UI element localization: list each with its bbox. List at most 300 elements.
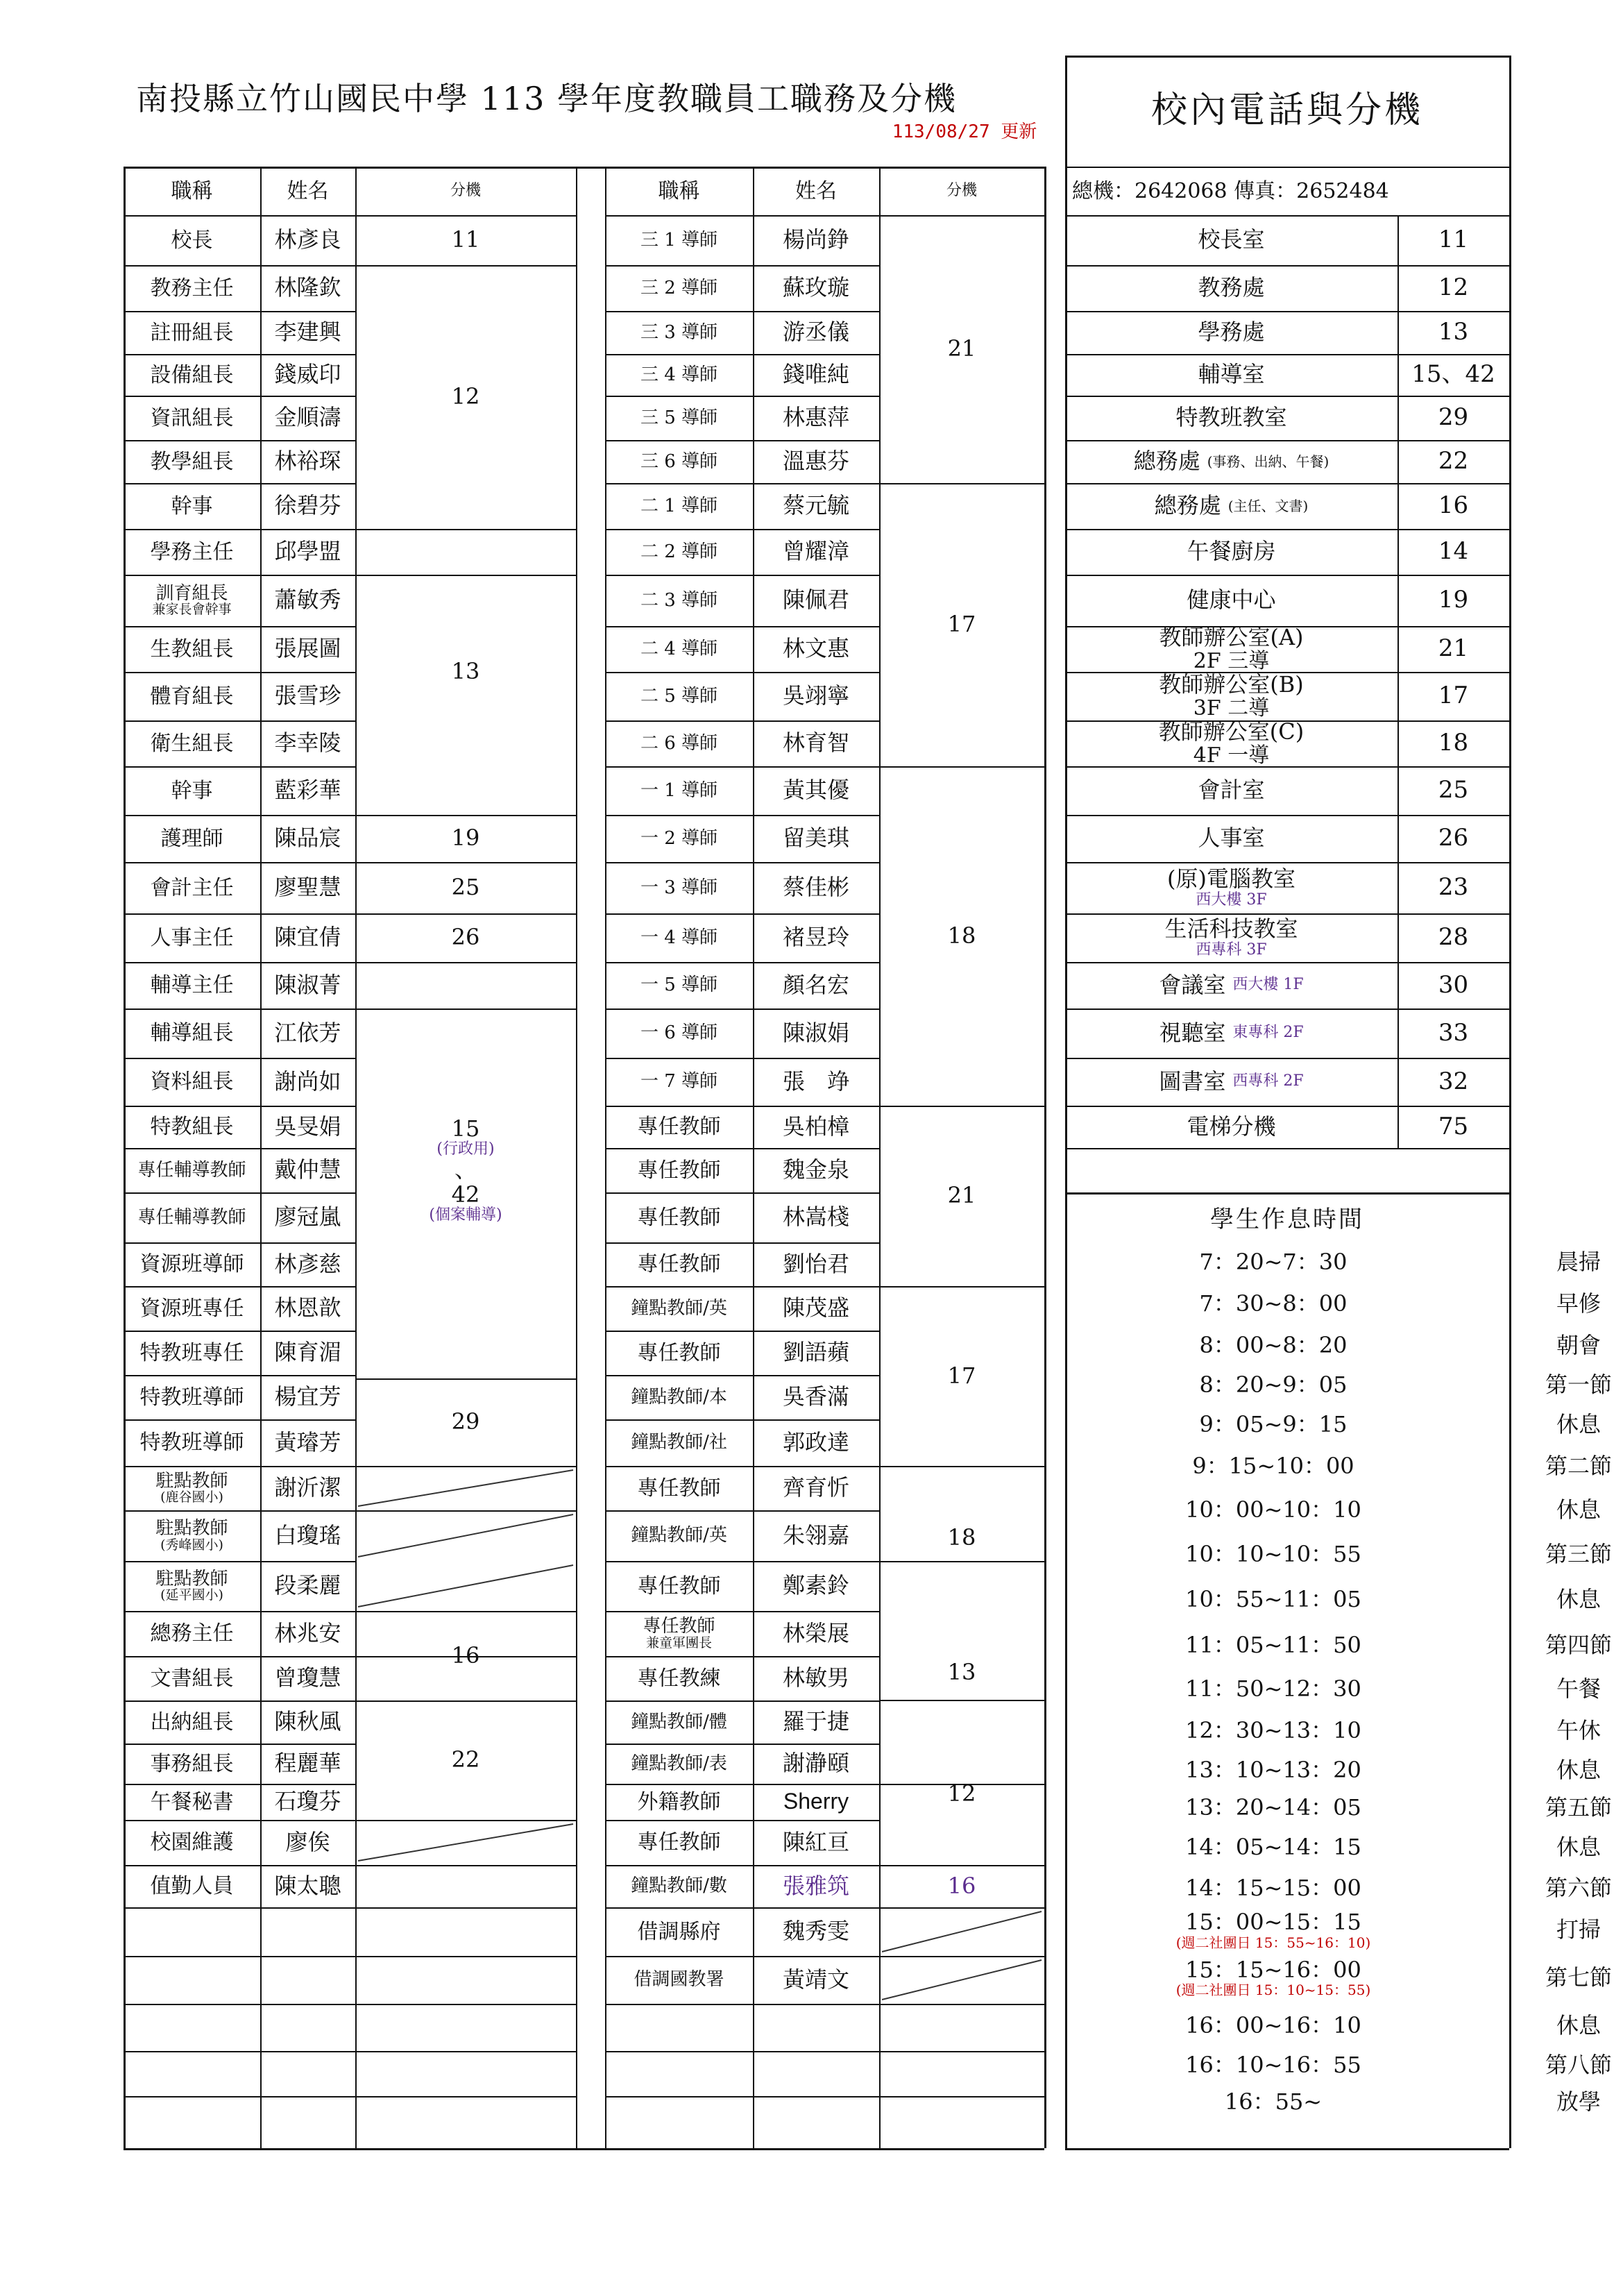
left-name: 張展圖: [274, 635, 341, 662]
mid-name: 陳淑娟: [782, 1019, 849, 1046]
phone-place: 教師辦公室(C): [1158, 718, 1305, 745]
phone-place-note: (主任、文書): [1227, 498, 1309, 514]
ext-teachers-a: 21: [947, 1182, 976, 1209]
schedule-label: 午餐: [1556, 1675, 1601, 1703]
left-title: 校園維護: [150, 1830, 234, 1855]
schedule-label: 晨掃: [1556, 1248, 1601, 1275]
schedule-time: 7：30~8：00: [1199, 1290, 1348, 1317]
mid-title-cell: [605, 1611, 753, 1656]
row-line: [605, 2148, 879, 2150]
left-name: 陳品宸: [274, 825, 341, 852]
mid-name: 魏秀雯: [782, 1918, 849, 1945]
phone-ext: 75: [1438, 1112, 1469, 1140]
ext-teachers-b: 17: [947, 1362, 976, 1389]
mid-title: 二 5 導師: [640, 685, 718, 707]
phone-place-note: 西專科 3F: [1196, 940, 1267, 959]
left-title: 特教組長: [150, 1115, 234, 1139]
schedule-time-cell: [1079, 1827, 1468, 1868]
left-title: 衛生組長: [150, 731, 234, 756]
phone-place-cell: [1065, 1008, 1397, 1058]
mid-name: 黃靖文: [782, 1966, 849, 1993]
mid-title: 鐘點教師/本: [631, 1386, 727, 1408]
left-name: 邱學盟: [274, 538, 341, 565]
mid-name: 褚昱玲: [782, 924, 849, 951]
ext-merge-line: [355, 2148, 576, 2150]
schedule-time-cell: [1079, 1487, 1468, 1533]
schedule-title: 學生作息時間: [1210, 1206, 1364, 1234]
empty-cell-slash: [879, 1907, 1044, 1956]
phone-ext: 11: [1438, 226, 1469, 254]
left-name: 吳旻娟: [274, 1113, 341, 1140]
schedule-label: 朝會: [1556, 1331, 1601, 1358]
ext-principal: 11: [451, 226, 480, 253]
phone-place-cell: [1065, 396, 1397, 440]
mid-name: 錢唯純: [782, 361, 849, 388]
mid-name: 吳柏樟: [782, 1113, 849, 1140]
mid-name: 游丞儀: [782, 319, 849, 346]
phone-ext: 33: [1438, 1018, 1469, 1047]
left-title: 總務主任: [150, 1621, 234, 1646]
schedule-time: 8：20~9：05: [1199, 1371, 1348, 1398]
phone-ext: 12: [1438, 273, 1469, 302]
phone-place: 教師辦公室(B): [1159, 670, 1304, 698]
left-name: 楊宜芳: [274, 1383, 341, 1410]
mid-title: 二 4 導師: [640, 638, 718, 659]
mid-title: 鐘點教師/數: [631, 1875, 727, 1897]
mid-name: Sherry: [783, 1789, 849, 1814]
phone-place: 總務處: [1154, 492, 1221, 519]
ext-merge-line: [355, 2051, 576, 2052]
left-title-sub: (鹿谷國小): [160, 1489, 223, 1505]
mid-name: 鄭素鈴: [782, 1572, 849, 1599]
left-name: 戴仲慧: [274, 1156, 341, 1183]
mid-name: 林惠萍: [782, 404, 849, 431]
schedule-time-cell: [1079, 2004, 1468, 2048]
schedule-time: 16：10~16：55: [1185, 2052, 1361, 2079]
left-title: 午餐秘書: [150, 1789, 234, 1814]
left-name: 林彥良: [274, 226, 341, 253]
mid-title: 三 4 導師: [640, 364, 718, 385]
mid-title: 專任教師: [637, 1830, 721, 1855]
left-title: 教學組長: [150, 449, 234, 474]
left-title: 特教班導師: [139, 1430, 244, 1455]
schedule-time-cell: [1079, 1577, 1468, 1623]
left-title-cell: [124, 1510, 260, 1561]
mid-title: 三 2 導師: [640, 277, 718, 298]
left-title-cell: [124, 575, 260, 626]
mid-title: 借調縣府: [637, 1919, 721, 1944]
schedule-time-cell: [1079, 1952, 1468, 2004]
left-name: 林彥慈: [274, 1250, 341, 1277]
mid-name: 張雅筑: [782, 1872, 849, 1899]
left-title: 特教班導師: [139, 1385, 244, 1410]
ext-teachers-c: 18: [947, 1524, 976, 1551]
schedule-label: 午休: [1556, 1717, 1601, 1744]
left-title: 事務組長: [150, 1751, 234, 1776]
empty-cell-slash: [355, 1466, 576, 1510]
schedule-time: 10：55~11：05: [1185, 1586, 1361, 1613]
left-name: 陳秋風: [274, 1708, 341, 1735]
phone-place-line2: 3F 二導: [1193, 696, 1270, 721]
mid-name: 劉怡君: [782, 1250, 849, 1277]
left-name: 林恩歆: [274, 1294, 341, 1322]
mid-name: 蔡元毓: [782, 492, 849, 519]
left-name: 林裕琛: [274, 448, 341, 475]
left-title: 特教班專任: [139, 1340, 244, 1365]
ext-counsel-sep: 、: [454, 1156, 477, 1183]
mid-title: 三 1 導師: [640, 229, 718, 251]
phone-place: 人事室: [1198, 825, 1265, 852]
schedule-time: 15：00~15：15: [1185, 1909, 1361, 1936]
phone-place-note: 西專科 2F: [1232, 1072, 1304, 1090]
schedule-time-cell: [1079, 1242, 1468, 1282]
mid-title: 三 3 導師: [640, 321, 718, 343]
phone-ext: 30: [1438, 970, 1469, 999]
mid-name: 蔡佳彬: [782, 874, 849, 901]
left-title: 體育組長: [150, 684, 234, 709]
mid-name: 羅于捷: [782, 1708, 849, 1735]
mid-title-sub: 兼童軍團長: [645, 1635, 712, 1651]
schedule-time: 15：15~16：00: [1185, 1956, 1361, 1983]
mid-title: 專任教師: [643, 1616, 715, 1637]
phone-place: 特教班教室: [1175, 404, 1287, 431]
schedule-time-cell: [1079, 1623, 1468, 1669]
schedule-time: 7：20~7：30: [1199, 1248, 1348, 1275]
mid-name: 陳佩君: [782, 586, 849, 614]
schedule-note: (週二社團日 15：55~16：10): [1175, 1934, 1371, 1951]
ext-merge-line: [355, 1956, 576, 1957]
schedule-time-cell: [1079, 1710, 1468, 1752]
phone-ext: 16: [1438, 491, 1469, 520]
ext-merge-line: [355, 1907, 576, 1909]
header-name-mid: 姓名: [795, 178, 837, 203]
schedule-time: 16：00~16：10: [1185, 2011, 1361, 2038]
phone-place: 教務處: [1198, 274, 1265, 301]
mid-title: 借調國教署: [634, 1969, 724, 1991]
row-line: [605, 2004, 879, 2005]
switchboard-info: 總機：2642068 傳真：2652484: [1072, 178, 1389, 203]
ext-personnel: 26: [451, 924, 480, 951]
left-title-sub: 兼家長會幹事: [152, 602, 232, 618]
ext-grade3: 21: [947, 335, 976, 362]
mid-title: 專任教師: [637, 1158, 721, 1183]
schedule-label: 第八節: [1545, 2052, 1612, 2079]
row-line: [124, 2051, 355, 2052]
row-line: [124, 1956, 355, 1957]
phone-place: 輔導室: [1198, 361, 1265, 388]
header-name-left: 姓名: [287, 178, 329, 203]
mid-title: 專任教師: [637, 1252, 721, 1276]
phone-place-cell: [1065, 720, 1397, 766]
mid-title: 一 1 導師: [640, 779, 718, 801]
ext-counsel-alt: 42: [451, 1181, 480, 1208]
mid-name: 黃其優: [782, 777, 849, 804]
phone-place-note: 西大樓 1F: [1232, 976, 1304, 994]
header-ext-mid: 分機: [946, 181, 977, 199]
schedule-time-cell: [1079, 1365, 1468, 1405]
ext-accounting: 25: [451, 874, 480, 901]
phone-place-cell: [1065, 862, 1397, 913]
left-title-sub: (延平國小): [160, 1587, 223, 1603]
phone-ext: 25: [1438, 776, 1469, 804]
left-title: 駐點教師: [155, 1470, 228, 1492]
left-title: 學務主任: [150, 539, 234, 564]
schedule-time-cell: [1079, 2084, 1468, 2120]
phone-place: 會計室: [1198, 777, 1265, 804]
mid-title: 專任教練: [637, 1666, 721, 1691]
phone-place: (原)電腦教室: [1167, 866, 1295, 893]
ext-general: 16: [451, 1641, 480, 1669]
ext-grade1: 18: [947, 922, 976, 949]
mid-title: 二 1 導師: [640, 495, 718, 516]
left-name: 錢威印: [274, 361, 341, 388]
mid-name: 顏名宏: [782, 971, 849, 998]
phone-ext: 29: [1438, 403, 1469, 432]
mid-title: 一 7 導師: [640, 1071, 718, 1092]
left-title: 幹事: [171, 493, 213, 518]
ext-counsel-note1: (行政用): [436, 1140, 495, 1158]
mid-title: 專任教師: [637, 1573, 721, 1598]
phone-ext: 17: [1438, 682, 1469, 710]
phone-place: 總務處: [1133, 448, 1200, 475]
ext-academic: 12: [451, 383, 480, 410]
schedule-label: 早修: [1556, 1290, 1601, 1317]
ext-teachers-f: 16: [947, 1872, 976, 1899]
row-line: [124, 2004, 355, 2005]
left-name: 陳淑菁: [274, 971, 341, 998]
left-title: 教務主任: [150, 276, 234, 301]
ext-student: 13: [451, 658, 480, 685]
phone-row-line: [1065, 1148, 1509, 1149]
mid-name: 謝瀞頤: [782, 1750, 849, 1777]
left-name: 廖冠嵐: [274, 1204, 341, 1231]
left-title: 護理師: [160, 826, 223, 851]
mid-name: 曾耀漳: [782, 538, 849, 565]
left-title: 人事主任: [150, 925, 234, 950]
ext-nurse: 19: [451, 825, 480, 852]
ext-teachers-d: 13: [947, 1659, 976, 1686]
right-panel-bottom: [1065, 2148, 1509, 2150]
left-name: 謝沂潔: [274, 1474, 341, 1501]
empty-cell-slash: [355, 1820, 576, 1865]
mid-name: 吳香滿: [782, 1383, 849, 1410]
phone-ext: 19: [1438, 586, 1469, 614]
mid-title: 鐘點教師/社: [631, 1432, 727, 1453]
left-name: 藍彩華: [274, 777, 341, 804]
row-line: [124, 1907, 355, 1909]
mid-name: 林育智: [782, 729, 849, 757]
schedule-time: 14：15~15：00: [1185, 1875, 1361, 1902]
ext-merge-line: [355, 2096, 576, 2097]
left-title: 駐點教師: [155, 1568, 228, 1589]
schedule-time-cell: [1079, 1445, 1468, 1487]
row-line: [605, 2051, 879, 2052]
phone-place: 生活科技教室: [1164, 915, 1298, 943]
phone-place-cell: [1065, 815, 1397, 862]
phone-place-cell: [1065, 311, 1397, 354]
mid-title: 鐘點教師/體: [631, 1711, 727, 1732]
ext-counsel-note2: (個案輔導): [429, 1206, 502, 1224]
schedule-time-cell: [1079, 1752, 1468, 1789]
mid-title: 專任教師: [637, 1115, 721, 1139]
phone-ext: 18: [1438, 729, 1469, 757]
mid-name: 林嵩棧: [782, 1204, 849, 1231]
schedule-time: 10：10~10：55: [1185, 1541, 1361, 1568]
mid-name: 蘇玫璇: [782, 274, 849, 301]
left-title: 輔導組長: [150, 1021, 234, 1045]
ext-teachers-e: 12: [947, 1780, 976, 1807]
left-title: 資源班導師: [139, 1252, 244, 1276]
ext-merge-line: [879, 2096, 1044, 2097]
updated-date: 113/08/27 更新: [892, 121, 1037, 142]
phone-place: 教師辦公室(A): [1159, 623, 1304, 650]
schedule-time-cell: [1079, 1909, 1468, 1952]
left-title: 輔導主任: [150, 973, 234, 997]
phone-place-cell: [1065, 962, 1397, 1008]
ext-counsel-main: 15: [451, 1115, 480, 1142]
left-title: 校長: [171, 228, 213, 253]
left-name: 廖俟: [285, 1828, 330, 1855]
phone-place-note: (事務、出納、午餐): [1207, 453, 1329, 470]
phone-place-cell: [1065, 529, 1397, 575]
phone-place-cell: [1065, 354, 1397, 396]
schedule-time-cell: [1079, 1533, 1468, 1577]
mid-name: 留美琪: [782, 825, 849, 852]
schedule-label: 打掃: [1556, 1916, 1601, 1943]
mid-name: 朱翎嘉: [782, 1521, 849, 1548]
mid-name: 林文惠: [782, 635, 849, 662]
header-title-left: 職稱: [171, 178, 213, 203]
left-title: 訓育組長: [155, 582, 228, 604]
phone-ext: 21: [1438, 634, 1469, 663]
schedule-time-cell: [1079, 1868, 1468, 1909]
schedule-time: 8：00~8：20: [1199, 1331, 1348, 1358]
mid-title: 鐘點教師/英: [631, 1525, 727, 1546]
mid-name: 楊尚錚: [782, 226, 849, 253]
schedule-note: (週二社團日 15：10~15：55): [1175, 1982, 1371, 1999]
ext-special: 29: [451, 1408, 480, 1435]
empty-cell-slash: [355, 1510, 576, 1561]
left-name: 李建興: [274, 319, 341, 346]
phone-place-note: 西大樓 3F: [1196, 890, 1267, 909]
right-panel-title: 校內電話與分機: [1150, 90, 1423, 132]
left-title: 駐點教師: [155, 1518, 228, 1539]
row-line: [124, 2096, 355, 2097]
column-divider: [576, 167, 577, 2148]
page-title: 南投縣立竹山國民中學 113 學年度教職員工職務及分機: [136, 79, 958, 117]
phone-place-cell: [1065, 1058, 1397, 1106]
phone-ext: 23: [1438, 873, 1469, 902]
left-name: 金順濤: [274, 404, 341, 431]
phone-ext: 26: [1438, 824, 1469, 852]
schedule-label: 第六節: [1545, 1875, 1612, 1902]
mid-title: 一 6 導師: [640, 1022, 718, 1044]
mid-name: 溫惠芬: [782, 448, 849, 475]
mid-name: 張 竫: [782, 1067, 849, 1095]
mid-name: 陳紅亘: [782, 1828, 849, 1855]
phone-ext: 22: [1438, 447, 1469, 475]
schedule-label: 第五節: [1545, 1793, 1612, 1821]
phone-place-cell: [1065, 483, 1397, 529]
left-title: 值勤人員: [150, 1874, 234, 1898]
left-title: 專任輔導教師: [137, 1159, 246, 1181]
mid-title: 鐘點教師/表: [631, 1753, 727, 1774]
left-title: 會計主任: [150, 875, 234, 900]
phone-place: 午餐廚房: [1187, 538, 1276, 565]
ext-merge-line: [355, 1865, 576, 1866]
ext-merge-line: [879, 2004, 1044, 2005]
mid-title: 專任教師: [637, 1476, 721, 1501]
empty-cell-slash: [879, 1956, 1044, 2004]
schedule-label: 休息: [1556, 2011, 1601, 2038]
phone-place-cell: [1065, 672, 1397, 720]
left-title: 專任輔導教師: [137, 1206, 246, 1228]
phone-place: 學務處: [1198, 319, 1265, 346]
header-ext-left: 分機: [450, 181, 481, 199]
left-name: 江依芳: [274, 1019, 341, 1046]
phone-place-note: 東專科 2F: [1232, 1024, 1304, 1042]
row-line: [605, 2096, 879, 2097]
header-title-mid: 職稱: [658, 178, 700, 203]
left-title: 資訊組長: [150, 405, 234, 430]
phone-place: 健康中心: [1187, 586, 1276, 614]
left-name: 程麗華: [274, 1750, 341, 1777]
phone-ext: 14: [1438, 537, 1469, 566]
schedule-label: 休息: [1556, 1586, 1601, 1613]
left-name: 徐碧芬: [274, 492, 341, 519]
phone-place-cell: [1065, 913, 1397, 962]
mid-title: 二 3 導師: [640, 589, 718, 611]
schedule-time: 13：20~14：05: [1185, 1793, 1361, 1821]
mid-title: 二 2 導師: [640, 541, 718, 562]
schedule-label: 第二節: [1545, 1452, 1612, 1479]
phone-ext: 28: [1438, 923, 1469, 952]
left-name: 陳太聰: [274, 1872, 341, 1899]
left-name: 白瓊瑤: [274, 1521, 341, 1548]
schedule-time-cell: [1079, 1282, 1468, 1326]
mid-name: 林榮展: [782, 1619, 849, 1646]
left-name: 黃璿芳: [274, 1428, 341, 1455]
mid-title: 專任教師: [637, 1205, 721, 1230]
left-title: 出納組長: [150, 1710, 234, 1734]
phone-place: 圖書室: [1159, 1067, 1226, 1095]
schedule-time: 9：15~10：00: [1192, 1452, 1354, 1479]
ext-grade2: 17: [947, 611, 976, 638]
right-panel-top: [1065, 56, 1509, 58]
schedule-time-cell: [1079, 1326, 1468, 1365]
schedule-label: 放學: [1556, 2088, 1601, 2115]
left-name: 林隆欽: [274, 274, 341, 301]
left-title: 註冊組長: [150, 320, 234, 345]
ext-counsel: [355, 962, 576, 1378]
left-name: 陳育湄: [274, 1339, 341, 1366]
schedule-time: 13：10~13：20: [1185, 1756, 1361, 1783]
left-name: 張雪珍: [274, 682, 341, 709]
mid-name: 劉語蘋: [782, 1339, 849, 1366]
schedule-time: 11：05~11：50: [1185, 1632, 1361, 1659]
schedule-time-cell: [1079, 1405, 1468, 1445]
schedule-time-cell: [1079, 1669, 1468, 1710]
schedule-time-cell: [1079, 1789, 1468, 1827]
left-title-cell: [124, 1466, 260, 1510]
schedule-time-cell: [1079, 2048, 1468, 2084]
mid-title: 一 3 導師: [640, 877, 718, 898]
schedule-label: 第一節: [1545, 1371, 1612, 1398]
left-name: 石瓊芬: [274, 1788, 341, 1815]
phone-place-line2: 2F 三導: [1193, 649, 1270, 674]
schedule-label: 休息: [1556, 1411, 1601, 1438]
ext-general2: 22: [451, 1746, 480, 1773]
